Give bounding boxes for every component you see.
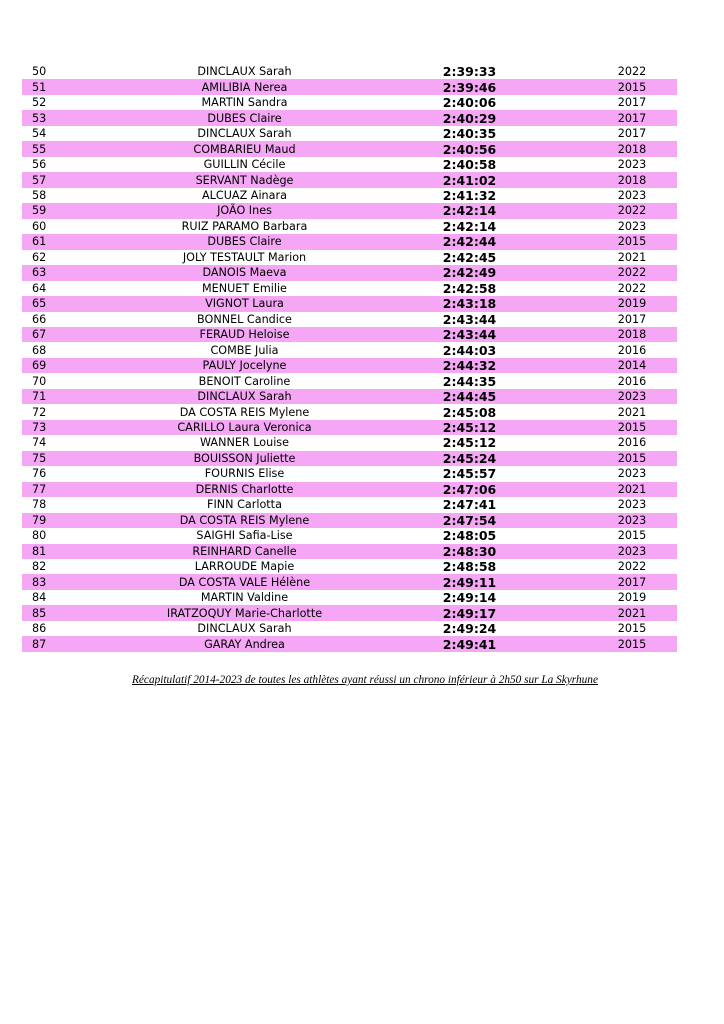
time-cell: 2:42:58 <box>442 280 497 296</box>
table-row <box>22 420 677 435</box>
time-cell: 2:48:05 <box>442 528 497 544</box>
year-cell: 2018 <box>617 173 647 187</box>
rank-cell: 57 <box>32 173 47 187</box>
year-cell: 2021 <box>617 405 647 419</box>
name-cell: DUBES Claire <box>207 111 282 125</box>
rank-cell: 63 <box>32 266 47 280</box>
time-cell: 2:39:33 <box>442 64 497 80</box>
table-row <box>22 95 677 110</box>
year-cell: 2015 <box>617 529 647 543</box>
time-cell: 2:44:35 <box>442 373 497 389</box>
name-cell: SAIGHI Safia-Lise <box>196 529 293 543</box>
name-cell: BONNEL Candice <box>197 312 292 326</box>
time-cell: 2:42:44 <box>442 234 497 250</box>
year-cell: 2015 <box>617 622 647 636</box>
year-cell: 2023 <box>617 513 647 527</box>
rank-cell: 55 <box>32 142 47 156</box>
rank-cell: 50 <box>32 65 47 79</box>
year-cell: 2015 <box>617 235 647 249</box>
table-row <box>22 157 677 172</box>
rank-cell: 69 <box>32 359 47 373</box>
year-cell: 2023 <box>617 467 647 481</box>
time-cell: 2:47:06 <box>442 481 497 497</box>
table-row <box>22 373 677 388</box>
table-row <box>22 110 677 125</box>
table-row <box>22 574 677 589</box>
rank-cell: 54 <box>32 127 47 141</box>
name-cell: PAULY Jocelyne <box>202 359 287 373</box>
rank-cell: 85 <box>32 606 47 620</box>
year-cell: 2021 <box>617 250 647 264</box>
rank-cell: 72 <box>32 405 47 419</box>
rank-cell: 51 <box>32 80 47 94</box>
name-cell: FOURNIS Elise <box>204 467 285 481</box>
table-row <box>22 621 677 636</box>
table-row <box>22 497 677 512</box>
table-row <box>22 559 677 574</box>
time-cell: 2:49:14 <box>442 590 497 606</box>
rank-cell: 56 <box>32 158 47 172</box>
name-cell: DA COSTA REIS Mylene <box>179 405 310 419</box>
rank-cell: 66 <box>32 312 47 326</box>
time-cell: 2:43:44 <box>442 311 497 327</box>
rank-cell: 83 <box>32 575 47 589</box>
year-cell: 2022 <box>617 65 647 79</box>
rank-cell: 61 <box>32 235 47 249</box>
year-cell: 2015 <box>617 80 647 94</box>
time-cell: 2:48:58 <box>442 559 497 575</box>
table-row <box>22 64 677 79</box>
time-cell: 2:49:11 <box>442 574 497 590</box>
table-row <box>22 79 677 94</box>
rank-cell: 86 <box>32 622 47 636</box>
rank-cell: 67 <box>32 328 47 342</box>
rank-cell: 58 <box>32 188 47 202</box>
time-cell: 2:43:18 <box>442 296 497 312</box>
year-cell: 2017 <box>617 127 647 141</box>
year-cell: 2017 <box>617 96 647 110</box>
rank-cell: 70 <box>32 374 47 388</box>
year-cell: 2015 <box>617 637 647 651</box>
name-cell: MENUET Emilie <box>202 281 287 295</box>
rank-cell: 78 <box>32 498 47 512</box>
name-cell: SERVANT Nadège <box>195 173 294 187</box>
table-row <box>22 126 677 141</box>
year-cell: 2023 <box>617 544 647 558</box>
table-row <box>22 327 677 342</box>
year-cell: 2023 <box>617 158 647 172</box>
rank-cell: 76 <box>32 467 47 481</box>
rank-cell: 82 <box>32 560 47 574</box>
name-cell: DINCLAUX Sarah <box>197 127 292 141</box>
time-cell: 2:45:24 <box>442 450 497 466</box>
year-cell: 2023 <box>617 219 647 233</box>
name-cell: REINHARD Canelle <box>192 544 297 558</box>
name-cell: DINCLAUX Sarah <box>197 65 292 79</box>
table-row <box>22 234 677 249</box>
table-row <box>22 451 677 466</box>
rank-cell: 64 <box>32 281 47 295</box>
rank-cell: 84 <box>32 591 47 605</box>
name-cell: LARROUDE Mapie <box>194 560 295 574</box>
table-row <box>22 312 677 327</box>
year-cell: 2017 <box>617 312 647 326</box>
year-cell: 2015 <box>617 451 647 465</box>
table-row <box>22 172 677 187</box>
time-cell: 2:44:03 <box>442 342 497 358</box>
rank-cell: 80 <box>32 529 47 543</box>
name-cell: DA COSTA VALE Hélène <box>178 575 311 589</box>
year-cell: 2022 <box>617 204 647 218</box>
rank-cell: 75 <box>32 451 47 465</box>
name-cell: RUIZ PARAMO Barbara <box>181 219 308 233</box>
table-row <box>22 404 677 419</box>
rank-cell: 87 <box>32 637 47 651</box>
year-cell: 2022 <box>617 281 647 295</box>
rank-cell: 81 <box>32 544 47 558</box>
time-cell: 2:43:44 <box>442 327 497 343</box>
table-row <box>22 389 677 404</box>
table-row <box>22 281 677 296</box>
time-cell: 2:48:30 <box>442 543 497 559</box>
time-cell: 2:49:17 <box>442 605 497 621</box>
name-cell: IRATZOQUY Marie-Charlotte <box>166 606 323 620</box>
name-cell: FERAUD Heloise <box>199 328 290 342</box>
year-cell: 2021 <box>617 482 647 496</box>
name-cell: VIGNOT Laura <box>205 297 284 311</box>
rank-cell: 74 <box>32 436 47 450</box>
year-cell: 2018 <box>617 142 647 156</box>
year-cell: 2016 <box>617 436 647 450</box>
name-cell: FINN Carlotta <box>207 498 282 512</box>
time-cell: 2:40:29 <box>442 110 497 126</box>
rank-cell: 65 <box>32 297 47 311</box>
name-cell: MARTIN Valdine <box>200 591 289 605</box>
time-cell: 2:40:58 <box>442 157 497 173</box>
time-cell: 2:47:41 <box>442 497 497 513</box>
year-cell: 2017 <box>617 111 647 125</box>
table-row <box>22 544 677 559</box>
table-row <box>22 188 677 203</box>
time-cell: 2:45:12 <box>442 435 497 451</box>
table-caption: Récapitulatif 2014-2023 de toutes les athlètes ayant réussi un chrono inférieur à 2h50 sur La Skyrhune <box>132 674 598 686</box>
name-cell: AMILIBIA Nerea <box>201 80 288 94</box>
name-cell: DINCLAUX Sarah <box>197 390 292 404</box>
time-cell: 2:45:57 <box>442 466 497 482</box>
time-cell: 2:40:06 <box>442 95 497 111</box>
table-row <box>22 466 677 481</box>
table-row <box>22 342 677 357</box>
name-cell: MARTIN Sandra <box>201 96 288 110</box>
name-cell: JOLY TESTAULT Marion <box>182 250 307 264</box>
year-cell: 2023 <box>617 390 647 404</box>
year-cell: 2017 <box>617 575 647 589</box>
table-row <box>22 141 677 156</box>
table-row <box>22 636 677 651</box>
name-cell: WANNER Louise <box>199 436 290 450</box>
rank-cell: 52 <box>32 96 47 110</box>
year-cell: 2021 <box>617 606 647 620</box>
table-row <box>22 358 677 373</box>
name-cell: COMBARIEU Maud <box>193 142 296 156</box>
year-cell: 2023 <box>617 498 647 512</box>
time-cell: 2:42:45 <box>442 249 497 265</box>
time-cell: 2:42:14 <box>442 218 497 234</box>
year-cell: 2016 <box>617 343 647 357</box>
table-row <box>22 590 677 605</box>
year-cell: 2022 <box>617 560 647 574</box>
year-cell: 2018 <box>617 328 647 342</box>
year-cell: 2016 <box>617 374 647 388</box>
time-cell: 2:39:46 <box>442 79 497 95</box>
time-cell: 2:41:32 <box>442 187 497 203</box>
table-row <box>22 219 677 234</box>
table-row <box>22 435 677 450</box>
year-cell: 2022 <box>617 266 647 280</box>
time-cell: 2:40:35 <box>442 126 497 142</box>
rank-cell: 79 <box>32 513 47 527</box>
time-cell: 2:42:14 <box>442 203 497 219</box>
time-cell: 2:49:24 <box>442 621 497 637</box>
time-cell: 2:49:41 <box>442 636 497 652</box>
name-cell: CARILLO Laura Veronica <box>177 421 312 435</box>
table-row <box>22 265 677 280</box>
year-cell: 2015 <box>617 421 647 435</box>
year-cell: 2019 <box>617 297 647 311</box>
table-row <box>22 250 677 265</box>
time-cell: 2:45:08 <box>442 404 497 420</box>
table-row <box>22 296 677 311</box>
name-cell: GUILLIN Cécile <box>203 158 286 172</box>
rank-cell: 73 <box>32 421 47 435</box>
time-cell: 2:42:49 <box>442 265 497 281</box>
name-cell: DINCLAUX Sarah <box>197 622 292 636</box>
table-row <box>22 513 677 528</box>
name-cell: BENOIT Caroline <box>198 374 291 388</box>
year-cell: 2023 <box>617 188 647 202</box>
name-cell: DANOIS Maeva <box>202 266 287 280</box>
name-cell: DERNIS Charlotte <box>195 482 294 496</box>
rank-cell: 53 <box>32 111 47 125</box>
name-cell: BOUISSON Juliette <box>193 451 296 465</box>
year-cell: 2014 <box>617 359 647 373</box>
time-cell: 2:40:56 <box>442 141 497 157</box>
name-cell: DA COSTA REIS Mylene <box>179 513 310 527</box>
name-cell: GARAY Andrea <box>204 637 285 651</box>
rank-cell: 68 <box>32 343 47 357</box>
name-cell: DUBES Claire <box>207 235 282 249</box>
table-row <box>22 528 677 543</box>
time-cell: 2:45:12 <box>442 420 497 436</box>
rank-cell: 77 <box>32 482 47 496</box>
rank-cell: 62 <box>32 250 47 264</box>
rank-cell: 60 <box>32 219 47 233</box>
time-cell: 2:41:02 <box>442 172 497 188</box>
table-row <box>22 605 677 620</box>
time-cell: 2:47:54 <box>442 512 497 528</box>
name-cell: COMBE Julia <box>210 343 279 357</box>
time-cell: 2:44:45 <box>442 389 497 405</box>
table-row <box>22 203 677 218</box>
name-cell: ALCUAZ Ainara <box>202 188 287 202</box>
results-table <box>22 64 677 652</box>
rank-cell: 71 <box>32 390 47 404</box>
table-row <box>22 482 677 497</box>
name-cell: JOÃO Ines <box>217 204 272 218</box>
rank-cell: 59 <box>32 204 47 218</box>
time-cell: 2:44:32 <box>442 358 497 374</box>
year-cell: 2019 <box>617 591 647 605</box>
